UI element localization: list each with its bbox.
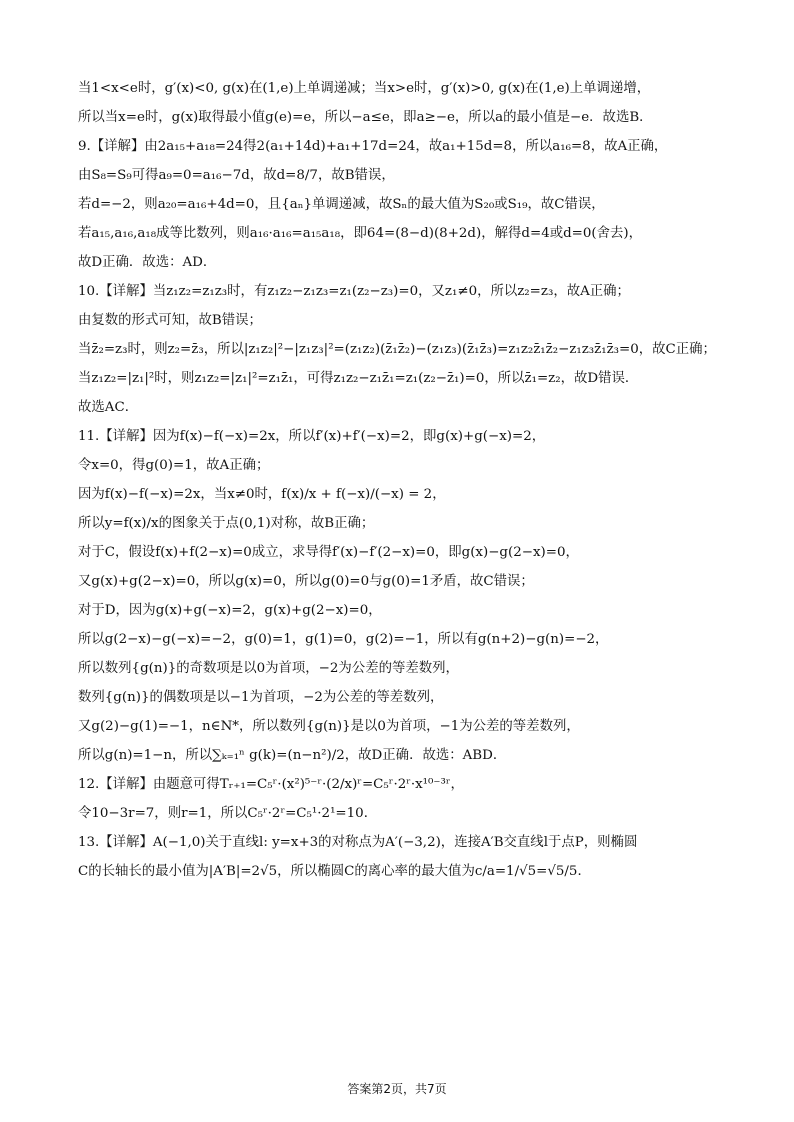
text-line: 由复数的形式可知，故B错误； [78, 313, 262, 328]
text-line: 当z̄₂=z₃时，则z₂=z̄₃，所以|z₁z₂|²−|z₁z₃|²=(z₁z₂)(z̄₁z̄₂)−(z₁z₃)(z̄₁z̄₃)=z₁z₂z̄₁z̄₂−z₁z₃z̄₁z̄₃=0，故C正确； [78, 342, 716, 357]
text-line: 当z₁z₂=|z₁|²时，则z₁z₂=|z₁|²=z₁z̄₁，可得z₁z₂−z₁z̄₁=z₁(z₂−z̄₁)=0，所以z̄₁=z₂，故D错误． [78, 371, 639, 386]
text-line: 故D正确．故选：AD． [78, 255, 217, 270]
text-line: 所以当x=e时，g(x)取得最小值g(e)=e，所以−a≤e，即a≥−e，所以a的最小值是−e．故选B． [78, 110, 653, 125]
text-line: 13.【详解】A(−1,0)关于直线l: y=x+3的对称点为A′(−3,2)，连接A′B交直线l于点P，则椭圆 [78, 835, 638, 850]
text-line: 12.【详解】由题意可得Tᵣ₊₁=C₅ʳ·(x²)⁵⁻ʳ·(2/x)ʳ=C₅ʳ·2ʳ·x¹⁰⁻³ʳ， [78, 777, 464, 792]
text-line: C的长轴长的最小值为|A′B|=2√5，所以椭圆C的离心率的最大值为c/a=1/√5=√5/5． [78, 864, 591, 879]
page-footer: 答案第2页，共7页 [347, 1082, 447, 1096]
text-line: 又g(2)−g(1)=−1，n∈N*，所以数列{g(n)}是以0为首项，−1为公差的等差数列， [78, 719, 580, 734]
text-line: 所以g(n)=1−n，所以∑ₖ₌₁ⁿ g(k)=(n−n²)/2，故D正确．故选：ABD． [78, 748, 507, 763]
text-line: 令x=0，得g(0)=1，故A正确； [78, 458, 270, 473]
text-line: 令10−3r=7，则r=1，所以C₅ʳ·2ʳ=C₅¹·2¹=10． [78, 806, 378, 821]
text-line: 所以数列{g(n)}的奇数项是以0为首项，−2为公差的等差数列， [78, 661, 459, 676]
text-line: 所以y=f(x)/x的图象关于点(0,1)对称，故B正确； [78, 516, 375, 531]
text-line: 由S₈=S₉可得a₉=0=a₁₆−7d，故d=8/7，故B错误， [78, 168, 395, 183]
text-line: 10.【详解】当z₁z₂=z₁z₃时，有z₁z₂−z₁z₃=z₁(z₂−z₃)=0，又z₁≠0，所以z₂=z₃，故A正确； [78, 284, 630, 299]
text-line: 9.【详解】由2a₁₅+a₁₈=24得2(a₁+14d)+a₁+17d=24，故a₁+15d=8，所以a₁₆=8，故A正确， [78, 139, 668, 154]
text-line: 故选AC． [78, 400, 139, 415]
text-line: 若d=−2，则a₂₀=a₁₆+4d=0，且{aₙ}单调递减，故Sₙ的最大值为S₂₀或S₁₉，故C错误， [78, 197, 605, 212]
text-line: 11.【详解】因为f(x)−f(−x)=2x，所以f′(x)+f′(−x)=2，即g(x)+g(−x)=2， [78, 429, 546, 444]
solution-text [78, 80, 718, 892]
text-line: 数列{g(n)}的偶数项是以−1为首项，−2为公差的等差数列， [78, 690, 444, 705]
text-line: 对于D，因为g(x)+g(−x)=2，g(x)+g(2−x)=0， [78, 603, 382, 618]
text-line: 若a₁₅,a₁₆,a₁₈成等比数列，则a₁₆·a₁₆=a₁₅a₁₈，即64=(8−d)(8+2d)，解得d=4或d=0(舍去)， [78, 226, 643, 241]
text-line: 因为f(x)−f(−x)=2x，当x≠0时，f(x)/x + f(−x)/(−x) = 2， [78, 487, 446, 502]
text-line: 对于C，假设f(x)+f(2−x)=0成立，求导得f′(x)−f′(2−x)=0，即g(x)−g(2−x)=0， [78, 545, 579, 560]
text-line: 又g(x)+g(2−x)=0，所以g(x)=0，所以g(0)=0与g(0)=1矛盾，故C错误； [78, 574, 534, 589]
text-line: 当1<x<e时，g′(x)<0, g(x)在(1,e)上单调递减；当x>e时，g′(x)>0, g(x)在(1,e)上单调递增， [78, 81, 651, 96]
text-line: 所以g(2−x)−g(−x)=−2，g(0)=1，g(1)=0，g(2)=−1，所以有g(n+2)−g(n)=−2， [78, 632, 609, 647]
